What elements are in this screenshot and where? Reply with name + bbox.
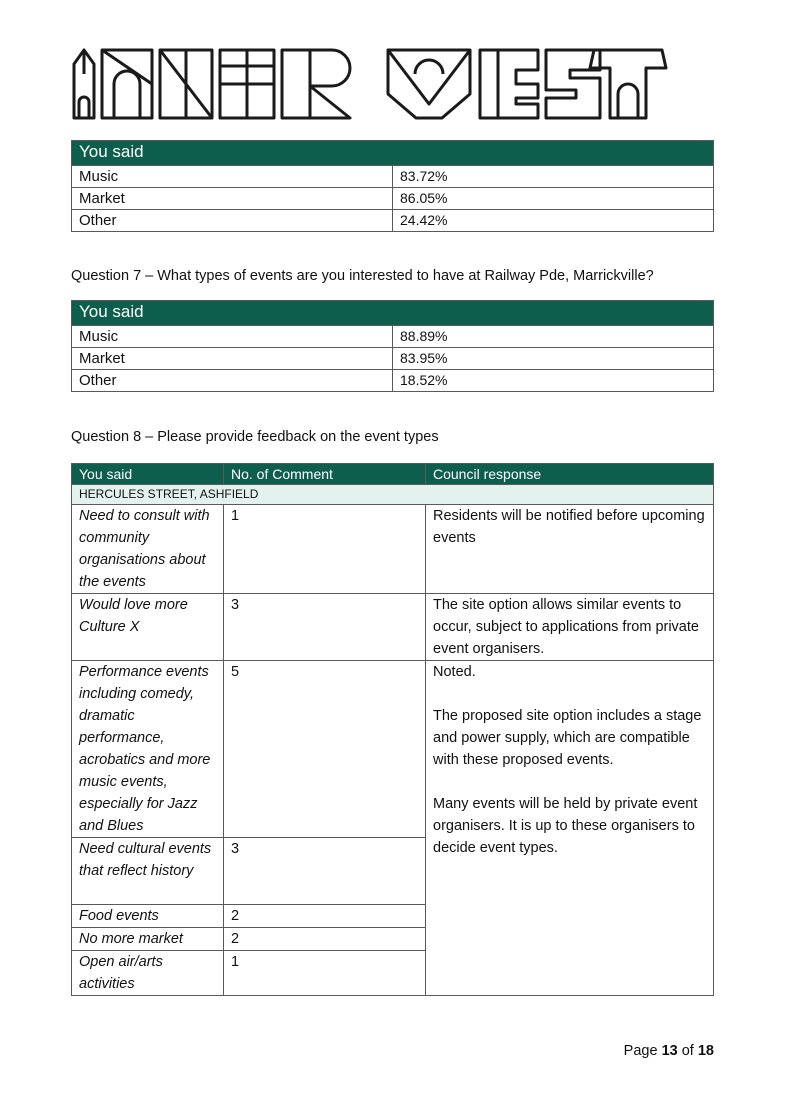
- comment-count-cell: 5: [224, 661, 426, 838]
- table-row: [72, 594, 714, 661]
- comment-count-cell: 3: [224, 594, 426, 661]
- comment-count-cell: 1: [224, 505, 426, 594]
- table-header: You said: [72, 301, 714, 326]
- comment-count-cell: 2: [224, 905, 426, 928]
- page-number: [624, 1043, 714, 1059]
- table-header: You said: [72, 141, 714, 166]
- row-label: Music: [72, 326, 393, 348]
- header-you-said: You said: [72, 464, 224, 485]
- page-current: 13: [661, 1043, 678, 1059]
- table-row: [72, 166, 714, 188]
- row-label: Market: [72, 348, 393, 370]
- response-paragraph: The proposed site option includes a stage and power supply, which are compatible with these proposed events.: [433, 708, 702, 768]
- table-row: [72, 505, 714, 594]
- table-row: [72, 210, 714, 232]
- row-value: 83.72%: [393, 166, 714, 188]
- you-said-cell: Performance events including comedy, dramatic performance, acrobatics and more music events, especially for Jazz and Blues: [72, 661, 224, 838]
- section-label: HERCULES STREET, ASHFIELD: [72, 485, 714, 505]
- feedback-table: [71, 463, 714, 996]
- row-value: 86.05%: [393, 188, 714, 210]
- page-of: of: [681, 1043, 694, 1059]
- row-label: Other: [72, 210, 393, 232]
- table-row: [72, 326, 714, 348]
- header-council-response: Council response: [426, 464, 714, 485]
- you-said-cell: Food events: [72, 905, 224, 928]
- page-total: 18: [697, 1043, 714, 1059]
- results-table-2: [71, 300, 714, 392]
- you-said-cell: Open air/arts activities: [72, 951, 224, 996]
- you-said-cell: Need cultural events that reflect history: [72, 838, 224, 905]
- inner-west-logo-graphic: [70, 44, 670, 120]
- you-said-cell: Need to consult with community organisations about the events: [72, 505, 224, 594]
- row-value: 88.89%: [393, 326, 714, 348]
- response-paragraph: Noted.: [433, 664, 476, 680]
- response-paragraph: Many events will be held by private event organisers. It is up to these organisers to decide event types.: [433, 796, 698, 856]
- table-row: [72, 348, 714, 370]
- row-value: 18.52%: [393, 370, 714, 392]
- row-value: 24.42%: [393, 210, 714, 232]
- comment-count-cell: 3: [224, 838, 426, 905]
- inner-west-logo: [70, 44, 670, 120]
- council-response-cell: [426, 661, 714, 996]
- table-row: [72, 661, 714, 838]
- results-table-1: [71, 140, 714, 232]
- row-value: 83.95%: [393, 348, 714, 370]
- table-row: [72, 370, 714, 392]
- comment-count-cell: 2: [224, 928, 426, 951]
- comment-count-cell: 1: [224, 951, 426, 996]
- row-label: Market: [72, 188, 393, 210]
- table-row: [72, 188, 714, 210]
- row-label: Other: [72, 370, 393, 392]
- header-no-of-comment: No. of Comment: [224, 464, 426, 485]
- council-response-cell: Residents will be notified before upcoming events: [426, 505, 714, 594]
- you-said-cell: No more market: [72, 928, 224, 951]
- row-label: Music: [72, 166, 393, 188]
- you-said-cell: Would love more Culture X: [72, 594, 224, 661]
- question-8-heading: Question 8 – Please provide feedback on the event types: [71, 429, 439, 445]
- council-response-cell: The site option allows similar events to occur, subject to applications from private event organisers.: [426, 594, 714, 661]
- page-prefix: Page: [623, 1043, 658, 1059]
- question-7-heading: Question 7 – What types of events are you interested to have at Railway Pde, Marrickville?: [71, 268, 654, 284]
